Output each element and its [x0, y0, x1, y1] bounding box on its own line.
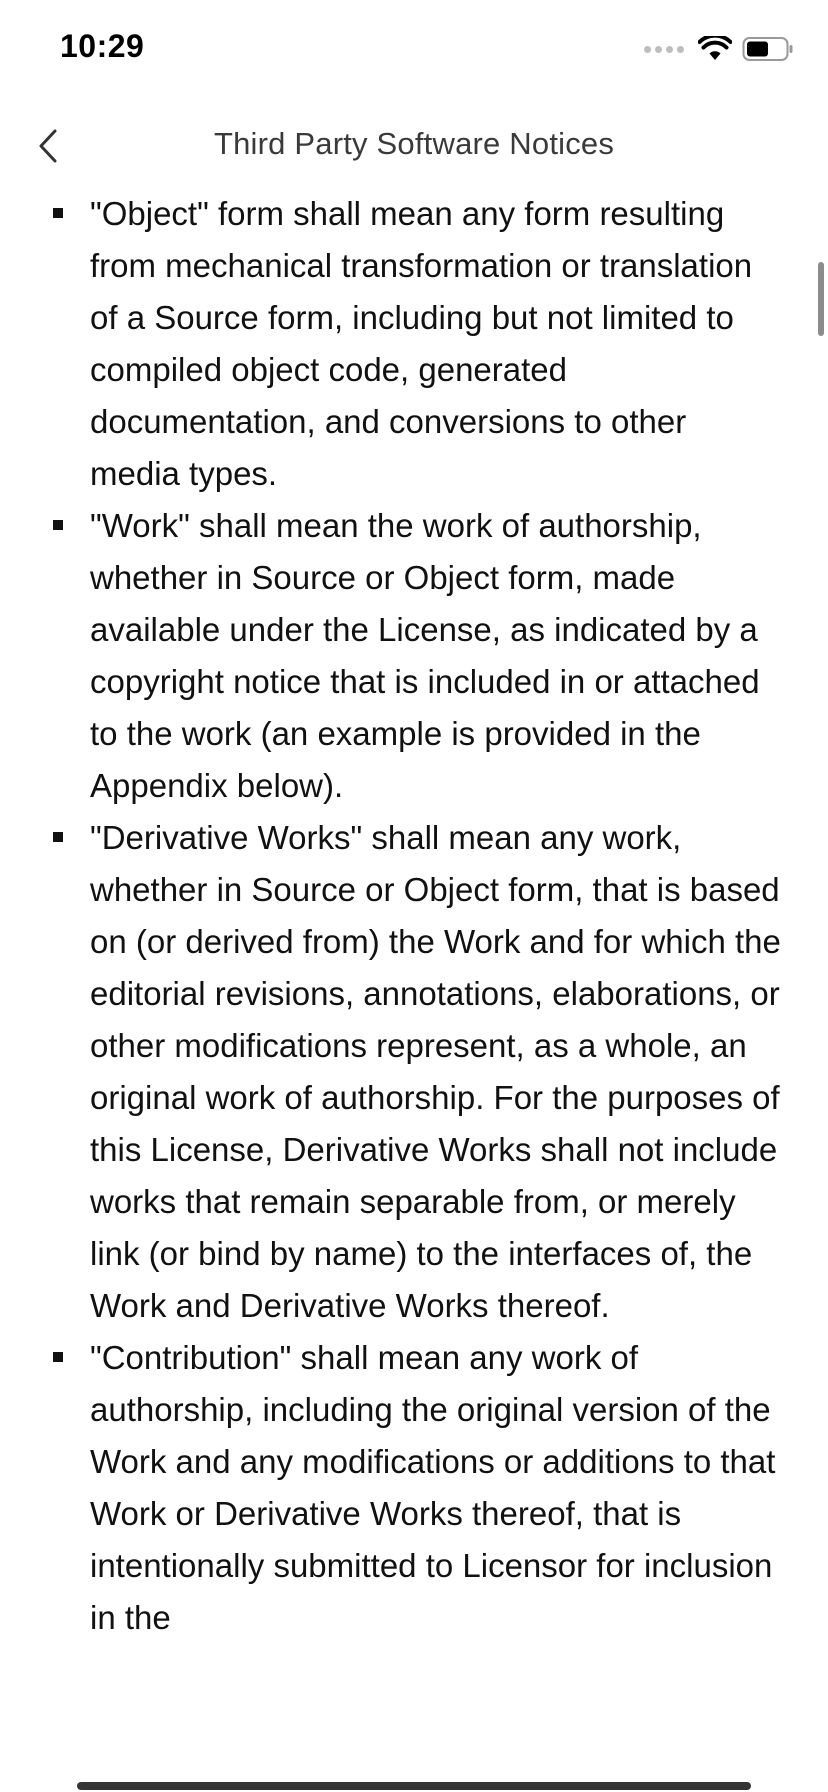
list-item: [90, 500, 784, 812]
page-title: Third Party Software Notices: [213, 126, 615, 161]
status-icons: [644, 36, 794, 62]
list-item: [90, 1332, 784, 1644]
list-item-text: "Contribution" shall mean any work of authorship, including the original version of the Work and any modifications or additions to that Work or Derivative Works thereof, that is intentionally submitted to Licensor for inclusion in the: [90, 1339, 776, 1636]
list-item: [90, 188, 784, 500]
wifi-icon: [698, 36, 732, 62]
notice-list: [0, 188, 784, 1644]
bullet-icon: [53, 520, 63, 530]
notice-content[interactable]: [0, 188, 828, 1792]
list-item: [90, 812, 784, 1332]
status-bar: [0, 0, 828, 96]
status-time: 10:29: [60, 28, 145, 64]
list-item-text: "Derivative Works" shall mean any work, whether in Source or Object form, that is based on (or derived from) the Work and for which the editorial revisions, annotations, elaborations, or other modifications represent, as a whole, an original work of authorship. For the purposes of this License, Derivative Works shall not include works that remain separable from, or merely link (or bind by name) to the interfaces of, the Work and Derivative Works thereof.: [90, 819, 781, 1324]
battery-icon: [742, 36, 794, 62]
bullet-icon: [53, 1352, 63, 1362]
bullet-icon: [53, 832, 63, 842]
scroll-indicator[interactable]: [818, 262, 824, 336]
bullet-icon: [53, 208, 63, 218]
nav-bar: [0, 110, 828, 182]
home-indicator[interactable]: [77, 1782, 751, 1790]
list-item-text: "Object" form shall mean any form resulting from mechanical transformation or translation of a Source form, including but not limited to compiled object code, generated documentation, and conversions to other media types.: [90, 195, 753, 492]
signal-icon: [644, 46, 684, 53]
list-item-text: "Work" shall mean the work of authorship, whether in Source or Object form, made available under the License, as indicated by a copyright notice that is included in or attached to the work (an example is provided in the Appendix below).: [90, 507, 760, 804]
